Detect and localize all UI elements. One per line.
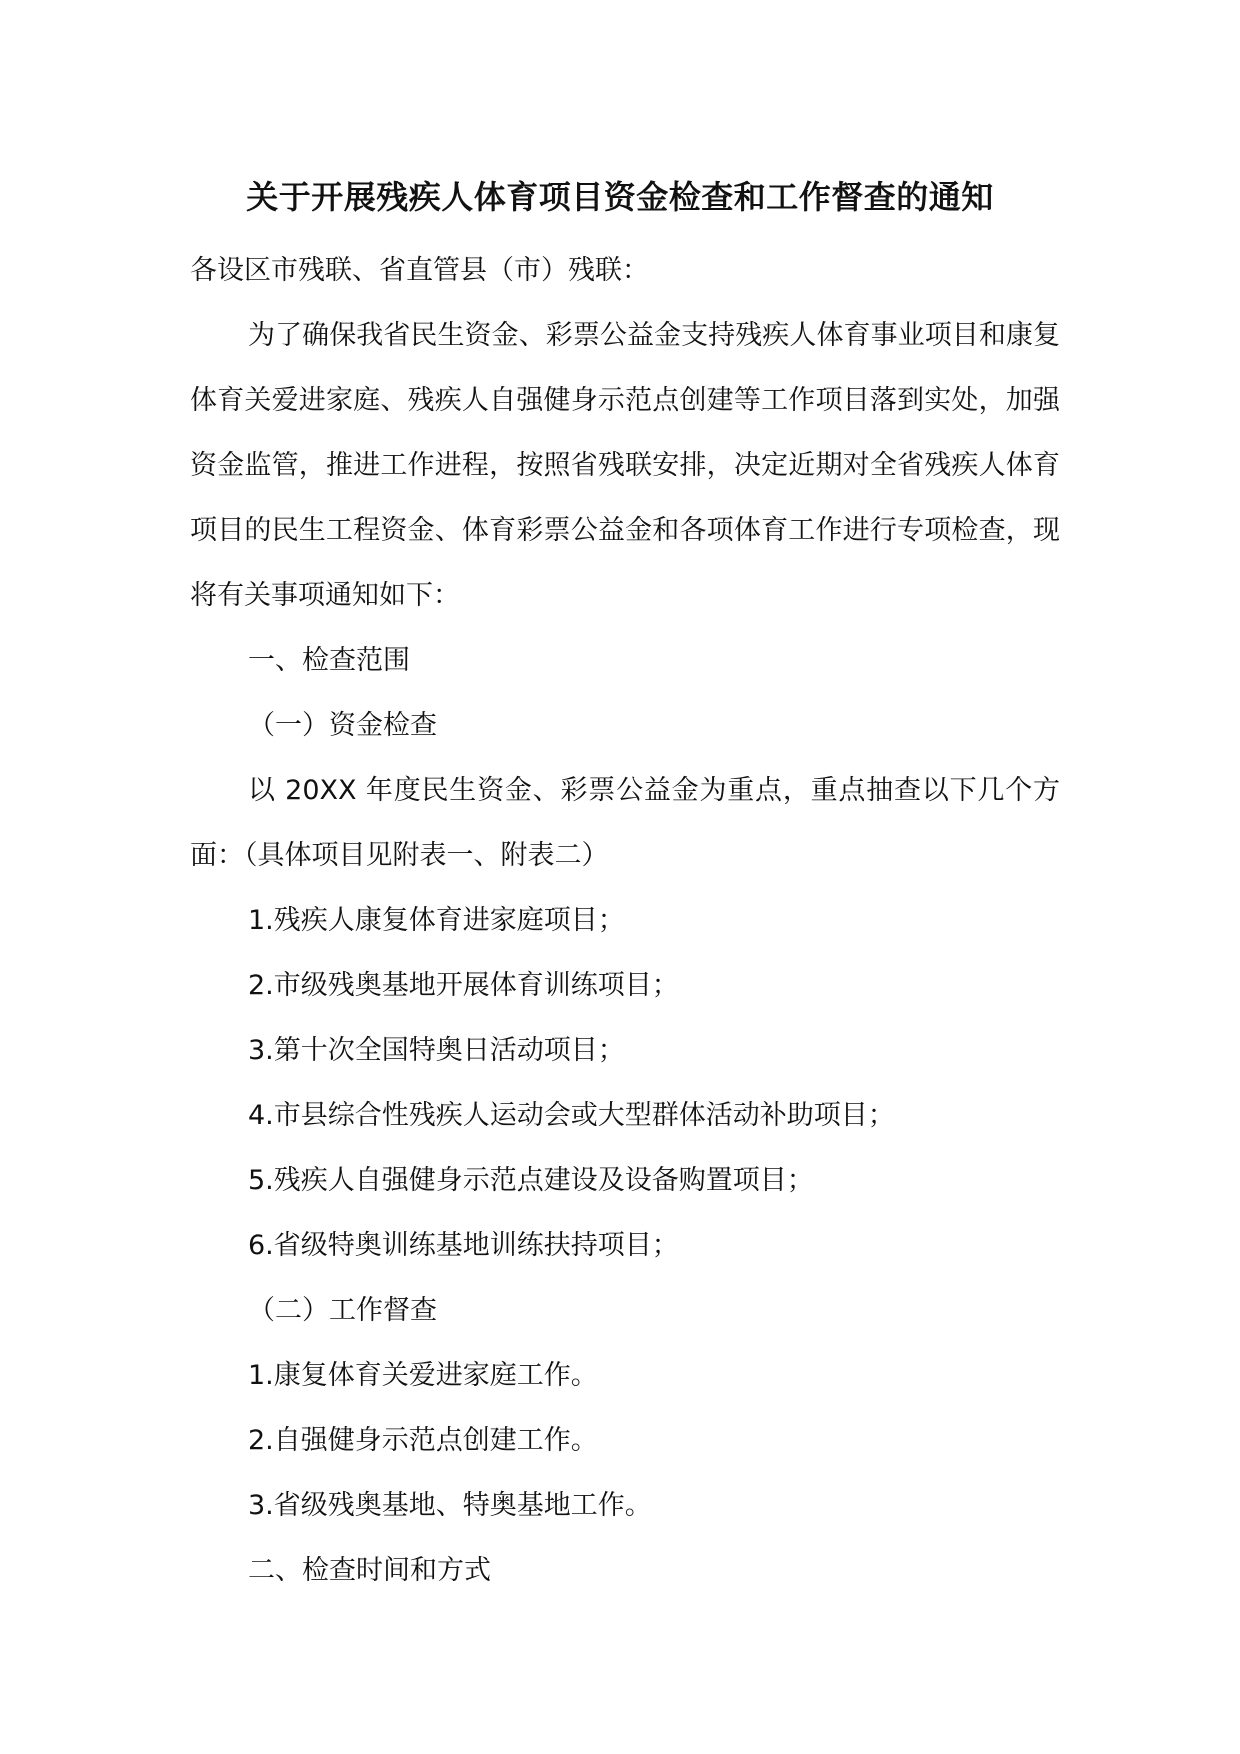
fund-item: 4.市县综合性残疾人运动会或大型群体活动补助项目；: [248, 1100, 895, 1131]
work-item: 2.自强健身示范点创建工作。: [248, 1425, 598, 1456]
work-item: 1.康复体育关爱进家庭工作。: [248, 1360, 598, 1391]
section-heading-scope: 一、检查范围: [248, 645, 410, 676]
section-heading-time-method: 二、检查时间和方式: [248, 1555, 491, 1586]
fund-item: 2.市级残奥基地开展体育训练项目；: [248, 970, 679, 1001]
intro-paragraph: 为了确保我省民生资金、彩票公益金支持残疾人体育事业项目和康复体育关爱进家庭、残疾人自强健身示范点创建等工作项目落到实处，加强资金监管，推进工作进程，按照省残联安排，决定近期对全省残疾人体育项目的民生工程资金、体育彩票公益金和各项体育工作进行专项检查，现将有关事项通知如下：: [190, 320, 1060, 611]
document-title: 关于开展残疾人体育项目资金检查和工作督查的通知: [246, 178, 994, 216]
fund-item: 1.残疾人康复体育进家庭项目；: [248, 905, 625, 936]
subsection-heading-fund-check: （一）资金检查: [248, 710, 437, 741]
fund-item: 6.省级特奥训练基地训练扶持项目；: [248, 1230, 679, 1261]
fund-check-paragraph: 以 20XX 年度民生资金、彩票公益金为重点，重点抽查以下几个方面：（具体项目见附表一、附表二）: [190, 775, 1060, 871]
document-body: [190, 238, 1060, 1603]
salutation: 各设区市残联、省直管县（市）残联：: [190, 255, 649, 286]
work-item: 3.省级残奥基地、特奥基地工作。: [248, 1490, 652, 1521]
fund-item: 3.第十次全国特奥日活动项目；: [248, 1035, 625, 1066]
fund-item: 5.残疾人自强健身示范点建设及设备购置项目；: [248, 1165, 814, 1196]
subsection-heading-work-supervision: （二）工作督查: [248, 1295, 437, 1326]
